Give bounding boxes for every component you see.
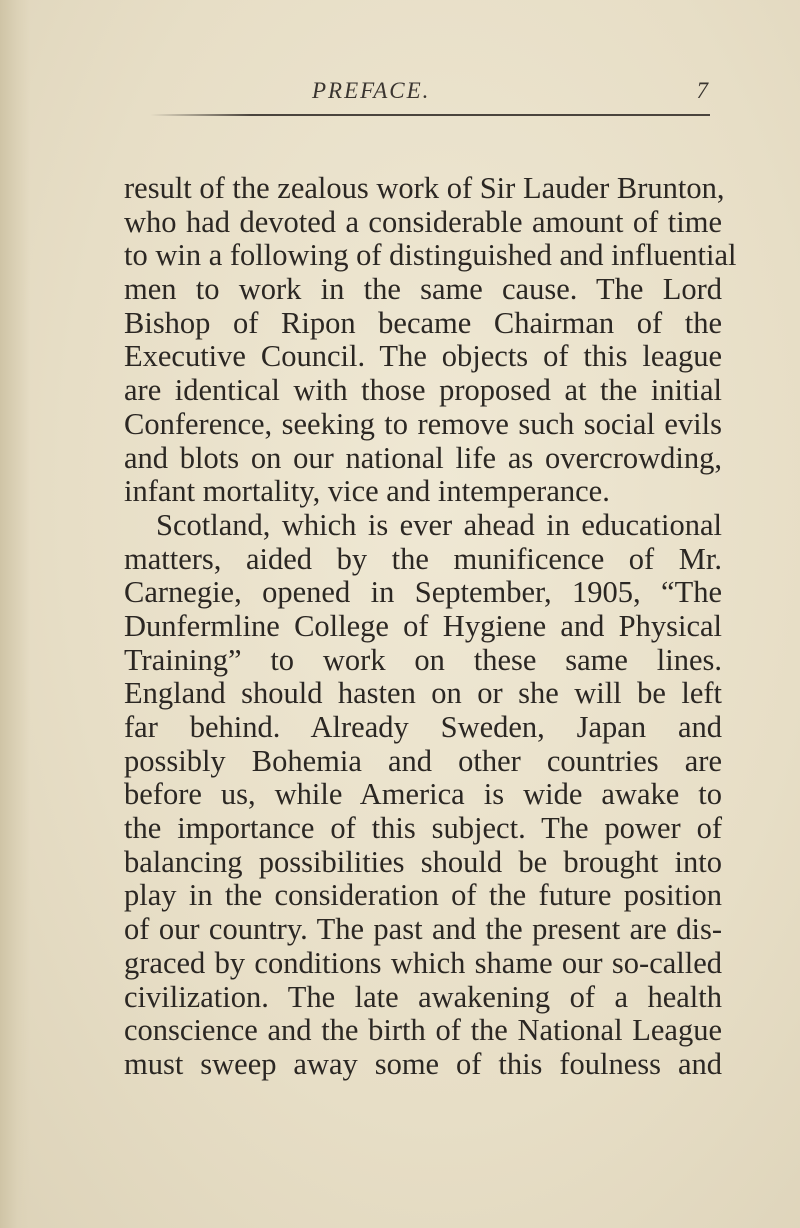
page-header — [150, 78, 710, 122]
text-line: to win a following of distinguished and influential — [124, 238, 737, 273]
text-line: play in the consideration of the future position — [124, 878, 722, 913]
text-line: must sweep away some of this foulness and — [124, 1046, 722, 1081]
text-line: England should hasten on or she will be left — [124, 676, 722, 711]
text-line: infant mortality, vice and intemperance. — [124, 474, 610, 509]
text-line: are identical with those proposed at the initial — [124, 373, 722, 408]
text-line: result of the zealous work of Sir Lauder Brunton, — [124, 171, 725, 205]
body-text — [124, 171, 737, 1082]
text-line: graced by conditions which shame our so-called — [124, 945, 722, 980]
text-line: Conference, seeking to remove such social evils — [124, 406, 722, 441]
text-line: Carnegie, opened in September, 1905, “The — [124, 575, 722, 610]
text-line: Training” to work on these same lines. — [124, 642, 722, 677]
text-line: civilization. The late awakening of a health — [124, 979, 722, 1014]
text-line: Bishop of Ripon became Chairman of the — [124, 305, 722, 340]
text-line: Dunfermline College of Hygiene and Physical — [124, 608, 722, 643]
text-line: balancing possibilities should be brought into — [124, 844, 722, 879]
text-line: who had devoted a considerable amount of time — [124, 204, 722, 239]
text-line: of our country. The past and the present are dis- — [124, 912, 722, 947]
text-line: before us, while America is wide awake to — [124, 777, 722, 812]
page-left-edge-shadow — [0, 0, 30, 1228]
header-rule — [150, 114, 710, 116]
text-line: the importance of this subject. The power of — [124, 811, 722, 846]
text-line: men to work in the same cause. The Lord — [124, 272, 722, 307]
text-line: Scotland, which is ever ahead in educational — [156, 507, 722, 542]
text-line: conscience and the birth of the National League — [124, 1013, 722, 1048]
page-number: 7 — [696, 78, 708, 103]
text-line: far behind. Already Sweden, Japan and — [124, 710, 722, 744]
text-line: Executive Council. The objects of this league — [124, 339, 722, 374]
running-head: PREFACE. — [312, 78, 431, 103]
text-line: possibly Bohemia and other countries are — [124, 743, 722, 778]
text-line: matters, aided by the munificence of Mr. — [124, 541, 722, 576]
text-line: and blots on our national life as overcrowding, — [124, 440, 722, 475]
